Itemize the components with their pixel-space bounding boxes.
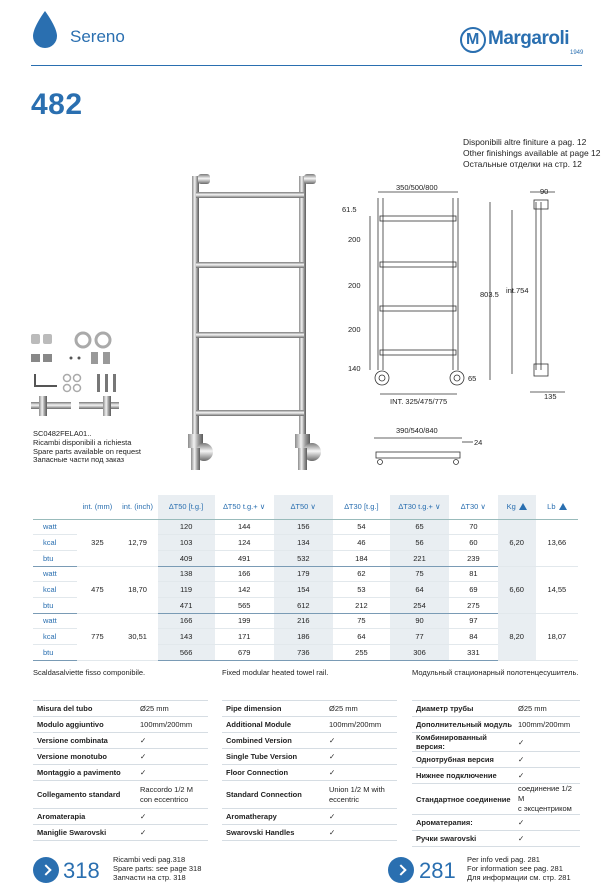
footer-note-left — [113, 855, 201, 882]
value-cell: 64 — [390, 582, 449, 598]
spec-value: ✓ — [138, 749, 208, 765]
footer-line: For information see pag. 281 — [467, 864, 563, 873]
description-en: Fixed modular heated towel rail. — [222, 668, 329, 677]
dim-pipe: 65 — [468, 374, 477, 383]
spec-label: Modulo aggiuntivo — [33, 717, 138, 733]
unit-cell: kcal — [33, 535, 77, 551]
spec-label: Pipe dimension — [222, 701, 327, 717]
value-cell: 565 — [215, 597, 274, 613]
value-cell: 179 — [274, 566, 333, 582]
spare-parts-code: SC0482FELA01.. — [33, 429, 92, 438]
spare-parts-note — [33, 430, 141, 465]
dim-top-offset: 61.5 — [342, 205, 357, 214]
unit-cell: kcal — [33, 582, 77, 598]
spec-value-line: Raccordo 1/2 M — [140, 784, 193, 794]
technical-drawing — [340, 180, 600, 480]
description-ru: Модульный стационарный полотенцесушитель. — [412, 668, 579, 677]
value-cell: 142 — [215, 582, 274, 598]
spec-value: ✓ — [138, 809, 208, 825]
spec-value-line: с эксцентриком — [518, 804, 572, 813]
finish-note-line: Disponibili altre finiture a pag. 12 — [463, 137, 587, 147]
value-cell: 60 — [449, 535, 498, 551]
spec-value: 100mm/200mm — [327, 717, 397, 733]
spec-label: Floor Connection — [222, 765, 327, 781]
spec-label: Диаметр трубы — [412, 701, 516, 717]
spec-table-en — [222, 700, 397, 841]
spec-row — [33, 733, 208, 749]
value-cell: 81 — [449, 566, 498, 582]
spec-label: Additional Module — [222, 717, 327, 733]
spec-label: Комбинированный версия: — [412, 733, 516, 752]
value-cell: 56 — [390, 535, 449, 551]
spec-label: Standard Connection — [222, 781, 327, 809]
dim-interaxis: INT. 325/475/775 — [390, 397, 448, 406]
dim-side-projection: 135 — [544, 392, 557, 401]
value-cell: 166 — [215, 566, 274, 582]
finish-note-line: Other finishings available at page 12 — [463, 148, 601, 158]
unit-cell: watt — [33, 519, 77, 535]
spec-value — [327, 781, 397, 809]
value-cell: 156 — [274, 519, 333, 535]
footer-note-right — [467, 855, 571, 882]
spec-row — [33, 825, 208, 841]
value-cell: 103 — [158, 535, 215, 551]
header-kg — [498, 495, 536, 519]
value-cell: 64 — [333, 629, 390, 645]
spec-row — [412, 784, 580, 815]
header-int-mm: int. (mm) — [77, 495, 117, 519]
spec-label: Versione monotubo — [33, 749, 138, 765]
value-cell: 75 — [333, 613, 390, 629]
spec-table-it — [33, 700, 208, 841]
int-inch-cell: 12,79 — [117, 519, 157, 566]
value-cell: 255 — [333, 645, 390, 661]
water-drop-icon — [31, 10, 59, 50]
performance-body — [33, 519, 578, 660]
value-cell: 491 — [215, 550, 274, 566]
value-cell: 144 — [215, 519, 274, 535]
value-cell: 84 — [449, 629, 498, 645]
spare-parts-line: Запасные части под заказ — [33, 455, 125, 465]
spec-value: ✓ — [327, 809, 397, 825]
spec-row — [222, 749, 397, 765]
spec-row — [33, 781, 208, 809]
value-cell: 154 — [274, 582, 333, 598]
product-photo — [176, 172, 326, 472]
performance-header-row — [33, 495, 578, 519]
header-dt50-v: ∆T50 ∨ — [274, 495, 333, 519]
value-cell: 566 — [158, 645, 215, 661]
spare-parts-line: Spare parts available on request — [33, 446, 141, 456]
unit-cell: btu — [33, 645, 77, 661]
int-mm-cell: 475 — [77, 566, 117, 613]
dim-step-1: 200 — [348, 235, 361, 244]
dim-width: 350/500/800 — [396, 183, 438, 192]
header-dt50-tg-v: ∆T50 t.g.+ ∨ — [215, 495, 274, 519]
spec-row — [412, 815, 580, 831]
spec-value: ✓ — [138, 733, 208, 749]
spec-label: Swarovski Handles — [222, 825, 327, 841]
unit-cell: watt — [33, 566, 77, 582]
kg-cell: 8,20 — [498, 613, 536, 660]
spec-label: Versione combinata — [33, 733, 138, 749]
page-header — [0, 0, 613, 66]
spec-value: ✓ — [516, 768, 580, 784]
footer-page-link[interactable]: 318 — [63, 858, 100, 883]
spec-row — [412, 717, 580, 733]
spare-parts-line: Ricambi disponibili a richiesta — [33, 437, 132, 447]
spec-label: Нижнее подключение — [412, 768, 516, 784]
spec-value: ✓ — [327, 765, 397, 781]
spec-value: ✓ — [516, 752, 580, 768]
spec-row — [222, 825, 397, 841]
dim-top-width: 390/540/840 — [396, 426, 438, 435]
spec-value: Ø25 mm — [138, 701, 208, 717]
table-row — [33, 566, 578, 582]
model-number: 482 — [31, 88, 83, 121]
spec-label: Дополнительный модуль — [412, 717, 516, 733]
kg-cell: 6,20 — [498, 519, 536, 566]
header-dt50-tg: ∆T50 [t.g.] — [158, 495, 215, 519]
int-inch-cell: 18,70 — [117, 566, 157, 613]
spec-value: Ø25 mm — [516, 701, 580, 717]
dim-step-3: 200 — [348, 325, 361, 334]
weight-icon — [559, 503, 567, 510]
value-cell: 119 — [158, 582, 215, 598]
value-cell: 199 — [215, 613, 274, 629]
spec-value: ✓ — [327, 825, 397, 841]
spec-row — [33, 765, 208, 781]
value-cell: 471 — [158, 597, 215, 613]
value-cell: 239 — [449, 550, 498, 566]
kg-cell: 6,60 — [498, 566, 536, 613]
header-unit — [33, 495, 77, 519]
finish-note-line: Остальные отделки на стр. 12 — [463, 159, 582, 169]
spec-value — [516, 784, 580, 815]
value-cell: 69 — [449, 582, 498, 598]
dim-side-height: 803.5 — [480, 290, 499, 299]
spec-row — [412, 752, 580, 768]
spec-value: Ø25 mm — [327, 701, 397, 717]
spec-label: Montaggio a pavimento — [33, 765, 138, 781]
brand-logo-year: 1949 — [570, 50, 584, 56]
header-lb-label: Lb — [547, 502, 556, 512]
header-dt30-v: ∆T30 ∨ — [449, 495, 498, 519]
spec-value: ✓ — [138, 825, 208, 841]
value-cell: 184 — [333, 550, 390, 566]
value-cell: 409 — [158, 550, 215, 566]
int-mm-cell: 775 — [77, 613, 117, 660]
unit-cell: watt — [33, 613, 77, 629]
spec-row — [222, 701, 397, 717]
value-cell: 532 — [274, 550, 333, 566]
spec-label: Ручки swarovski — [412, 831, 516, 847]
spec-label: Misura del tubo — [33, 701, 138, 717]
value-cell: 254 — [390, 597, 449, 613]
spec-row — [412, 831, 580, 847]
spec-value: ✓ — [327, 749, 397, 765]
spec-value: ✓ — [516, 733, 580, 752]
spec-value: 100mm/200mm — [138, 717, 208, 733]
spec-label: Однотрубная версия — [412, 752, 516, 768]
spec-label: Aromaterapia — [33, 809, 138, 825]
spec-value: 100mm/200mm — [516, 717, 580, 733]
value-cell: 124 — [215, 535, 274, 551]
value-cell: 46 — [333, 535, 390, 551]
dim-top-depth: 24 — [474, 438, 483, 447]
value-cell: 212 — [333, 597, 390, 613]
dim-bottom: 140 — [348, 364, 361, 373]
unit-cell: kcal — [33, 629, 77, 645]
spec-row — [222, 717, 397, 733]
footer-line: Для информации см. стр. 281 — [467, 873, 571, 882]
spec-row — [222, 765, 397, 781]
lb-cell: 18,07 — [536, 613, 578, 660]
dim-side-depth: 90 — [540, 187, 549, 196]
footer-line: Spare parts: see page 318 — [113, 864, 202, 873]
brand-logo-text: Margaroli — [488, 28, 570, 49]
spec-value-line: eccentric — [329, 794, 360, 804]
value-cell: 134 — [274, 535, 333, 551]
value-cell: 65 — [390, 519, 449, 535]
spec-value: ✓ — [138, 765, 208, 781]
value-cell: 90 — [390, 613, 449, 629]
value-cell: 221 — [390, 550, 449, 566]
spec-value-line: Union 1/2 M with — [329, 784, 385, 794]
spec-row — [33, 701, 208, 717]
weight-icon — [519, 503, 527, 510]
spec-value-line: соединение 1/2 M — [518, 784, 572, 803]
header-kg-label: Kg — [506, 502, 516, 512]
brand-logo — [460, 27, 586, 59]
value-cell: 120 — [158, 519, 215, 535]
arrow-right-icon[interactable] — [388, 857, 414, 883]
finish-note — [463, 137, 601, 170]
spec-row — [412, 768, 580, 784]
header-dt30-tg: ∆T30 [t.g.] — [333, 495, 390, 519]
performance-table — [33, 495, 578, 661]
spec-row — [412, 701, 580, 717]
value-cell: 97 — [449, 613, 498, 629]
spec-row — [222, 781, 397, 809]
table-row — [33, 519, 578, 535]
value-cell: 275 — [449, 597, 498, 613]
value-cell: 75 — [390, 566, 449, 582]
value-cell: 736 — [274, 645, 333, 661]
unit-cell: btu — [33, 597, 77, 613]
value-cell: 171 — [215, 629, 274, 645]
arrow-right-icon[interactable] — [33, 857, 59, 883]
value-cell: 77 — [390, 629, 449, 645]
footer-line: Per info vedi pag. 281 — [467, 855, 540, 864]
spec-label: Стандартное соединение — [412, 784, 516, 815]
value-cell: 331 — [449, 645, 498, 661]
spec-label: Combined Version — [222, 733, 327, 749]
dim-side-interaxis: int.754 — [506, 286, 529, 295]
footer-line: Запчасти на стр. 318 — [113, 873, 186, 882]
spec-value-line: con eccentrico — [140, 794, 189, 804]
header-divider — [31, 65, 582, 66]
footer-line: Ricambi vedi pag.318 — [113, 855, 186, 864]
spare-parts-photo — [27, 330, 132, 418]
dim-step-2: 200 — [348, 281, 361, 290]
description-it: Scaldasalviette fisso componibile. — [33, 668, 146, 677]
value-cell: 70 — [449, 519, 498, 535]
int-mm-cell: 325 — [77, 519, 117, 566]
spec-row — [33, 809, 208, 825]
spec-row — [222, 733, 397, 749]
value-cell: 306 — [390, 645, 449, 661]
spec-row — [33, 749, 208, 765]
value-cell: 53 — [333, 582, 390, 598]
spec-value — [138, 781, 208, 809]
header-int-inch: int. (inch) — [117, 495, 157, 519]
spec-label: Collegamento standard — [33, 781, 138, 809]
brand-logo-mark — [460, 27, 486, 53]
spec-label: Single Tube Version — [222, 749, 327, 765]
int-inch-cell: 30,51 — [117, 613, 157, 660]
value-cell: 166 — [158, 613, 215, 629]
footer-page-link[interactable]: 281 — [419, 858, 456, 883]
table-row — [33, 613, 578, 629]
value-cell: 138 — [158, 566, 215, 582]
value-cell: 216 — [274, 613, 333, 629]
spec-label: Aromatherapy — [222, 809, 327, 825]
header-lb — [536, 495, 578, 519]
spec-value: ✓ — [516, 831, 580, 847]
spec-row — [412, 733, 580, 752]
lb-cell: 14,55 — [536, 566, 578, 613]
value-cell: 54 — [333, 519, 390, 535]
spec-value: ✓ — [327, 733, 397, 749]
spec-label: Ароматерапия: — [412, 815, 516, 831]
lb-cell: 13,66 — [536, 519, 578, 566]
header-dt30-tg-v: ∆T30 t.g.+ ∨ — [390, 495, 449, 519]
value-cell: 612 — [274, 597, 333, 613]
series-name: Sereno — [70, 27, 125, 46]
unit-cell: btu — [33, 550, 77, 566]
spec-row — [222, 809, 397, 825]
value-cell: 679 — [215, 645, 274, 661]
value-cell: 62 — [333, 566, 390, 582]
spec-label: Maniglie Swarovski — [33, 825, 138, 841]
value-cell: 186 — [274, 629, 333, 645]
spec-table-ru — [412, 700, 580, 847]
spec-value: ✓ — [516, 815, 580, 831]
spec-row — [33, 717, 208, 733]
value-cell: 143 — [158, 629, 215, 645]
